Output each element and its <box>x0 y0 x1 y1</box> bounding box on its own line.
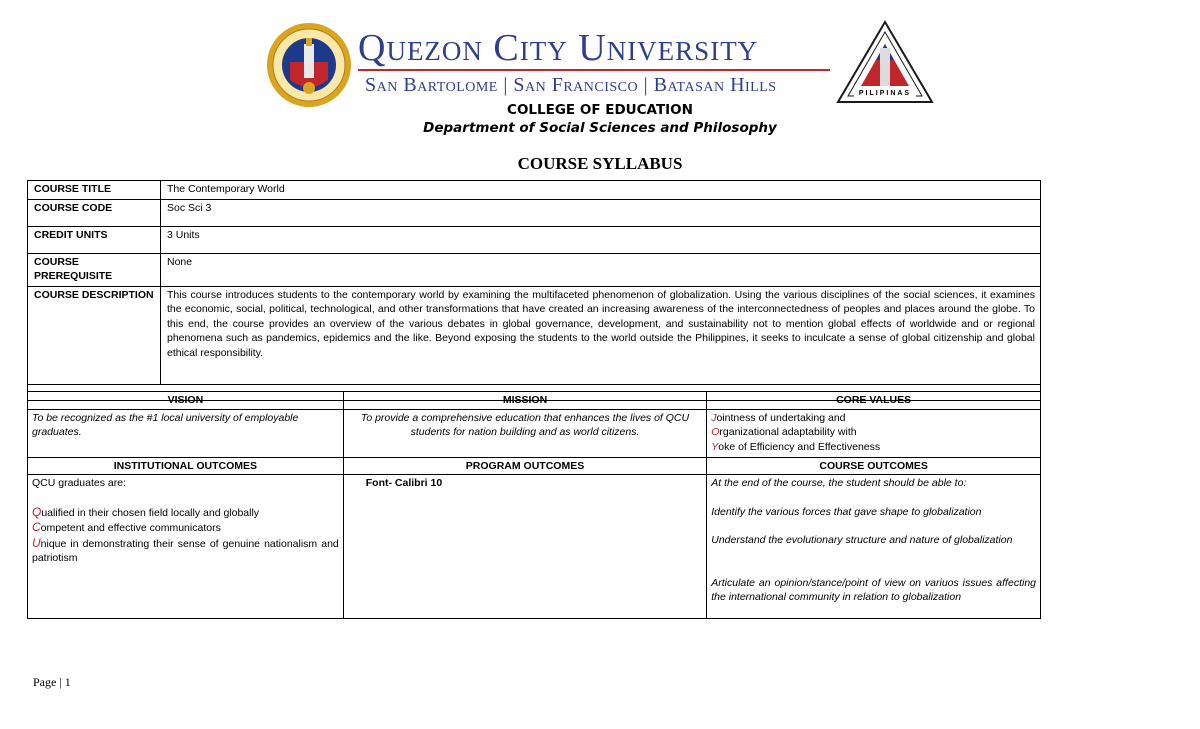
core-value-item: Jointness of undertaking and <box>711 411 846 424</box>
vision-text: To be recognized as the #1 local university of employable graduates. <box>28 409 344 457</box>
course-outcomes-cell <box>707 475 1041 619</box>
description-label: COURSE DESCRIPTION <box>28 286 161 384</box>
course-info-table <box>27 180 1041 401</box>
core-value-item: Organizational adaptability with <box>711 426 857 438</box>
course-outcome-item: Articulate an opinion/stance/point of view on variuos issues affecting the international community in relation to globalization <box>711 576 1036 603</box>
document-title: COURSE SYLLABUS <box>517 154 683 173</box>
mission-text: To provide a comprehensive education that enhances the lives of QCU students for nation building and as world citizens. <box>343 409 706 457</box>
course-code-label: COURSE CODE <box>28 199 161 226</box>
seal-right-bottom-text: PILIPINAS <box>858 90 912 97</box>
qcu-seal-logo <box>266 22 352 108</box>
university-name: Quezon City University <box>358 27 759 69</box>
course-title-value: The Contemporary World <box>161 181 1041 200</box>
description-value: This course introduces students to the contemporary world by examining the multifaceted phenomenon of globalization. Using the various disciplines of the social sciences, it examines the economic, social, political, technological, and other transformations that have created an increasing awareness of the interconnectedness of peoples and places around the globe. To this end, the course provides an overview of the various debates in global governance, development, and sustainability not to mention global effects of worldwide and or regional phenomena such as pandemics, epidemics and the like. Beyond exposing the students to the world outside the Philippines, it seeks to inculcate a sense of global citizenship and global ethical responsibility. <box>161 286 1041 384</box>
core-value-item: Yoke of Efficiency and Effectiveness <box>711 440 881 453</box>
core-values-cell <box>707 409 1041 457</box>
credit-units-label: CREDIT UNITS <box>28 226 161 253</box>
title-divider <box>358 69 830 71</box>
campus-list: San Bartolome | San Francisco | Batasan Hills <box>365 74 777 96</box>
description-row <box>28 286 1041 384</box>
vision-mission-table <box>27 391 1041 619</box>
page-number: Page | 1 <box>33 675 71 689</box>
prerequisite-value: None <box>161 253 1041 286</box>
course-code-row <box>28 199 1041 226</box>
outcomes-header-row <box>28 457 1041 475</box>
vision-header: VISION <box>28 392 344 410</box>
course-outcomes-header: COURSE OUTCOMES <box>707 457 1041 475</box>
program-outcomes-header: PROGRAM OUTCOMES <box>343 457 706 475</box>
core-values-header: CORE VALUES <box>707 392 1041 410</box>
course-title-row <box>28 181 1041 200</box>
course-outcome-item: Understand the evolutionary structure and nature of globalization <box>711 534 1013 546</box>
credit-units-row <box>28 226 1041 253</box>
outcomes-content-row <box>28 475 1041 619</box>
prerequisite-label: COURSE PREREQUISITE <box>28 253 161 286</box>
institutional-intro: QCU graduates are: <box>32 477 126 489</box>
institutional-item: Competent and effective communicators <box>32 520 221 534</box>
course-title-label: COURSE TITLE <box>28 181 161 200</box>
department-name: Department of Social Sciences and Philosophy <box>423 120 777 136</box>
vmc-header-row <box>28 392 1041 410</box>
program-outcomes-note: Font- Calibri 10 <box>365 477 443 489</box>
course-outcomes-intro: At the end of the course, the student should be able to: <box>711 477 967 489</box>
institutional-outcomes-cell <box>28 475 344 619</box>
institutional-item: Qualified in their chosen field locally and globally <box>32 504 260 519</box>
vmc-content-row <box>28 409 1041 457</box>
program-outcomes-cell <box>343 475 706 619</box>
mission-header: MISSION <box>343 392 706 410</box>
credit-units-value: 3 Units <box>161 226 1041 253</box>
institutional-outcomes-header: INSTITUTIONAL OUTCOMES <box>28 457 344 475</box>
prerequisite-row <box>28 253 1041 286</box>
college-name: COLLEGE OF EDUCATION <box>507 102 693 118</box>
course-outcome-item: Identify the various forces that gave shape to globalization <box>711 505 982 518</box>
institutional-item: Unique in demonstrating their sense of genuine nationalism and patriotism <box>32 535 339 564</box>
course-code-value: Soc Sci 3 <box>161 199 1041 226</box>
